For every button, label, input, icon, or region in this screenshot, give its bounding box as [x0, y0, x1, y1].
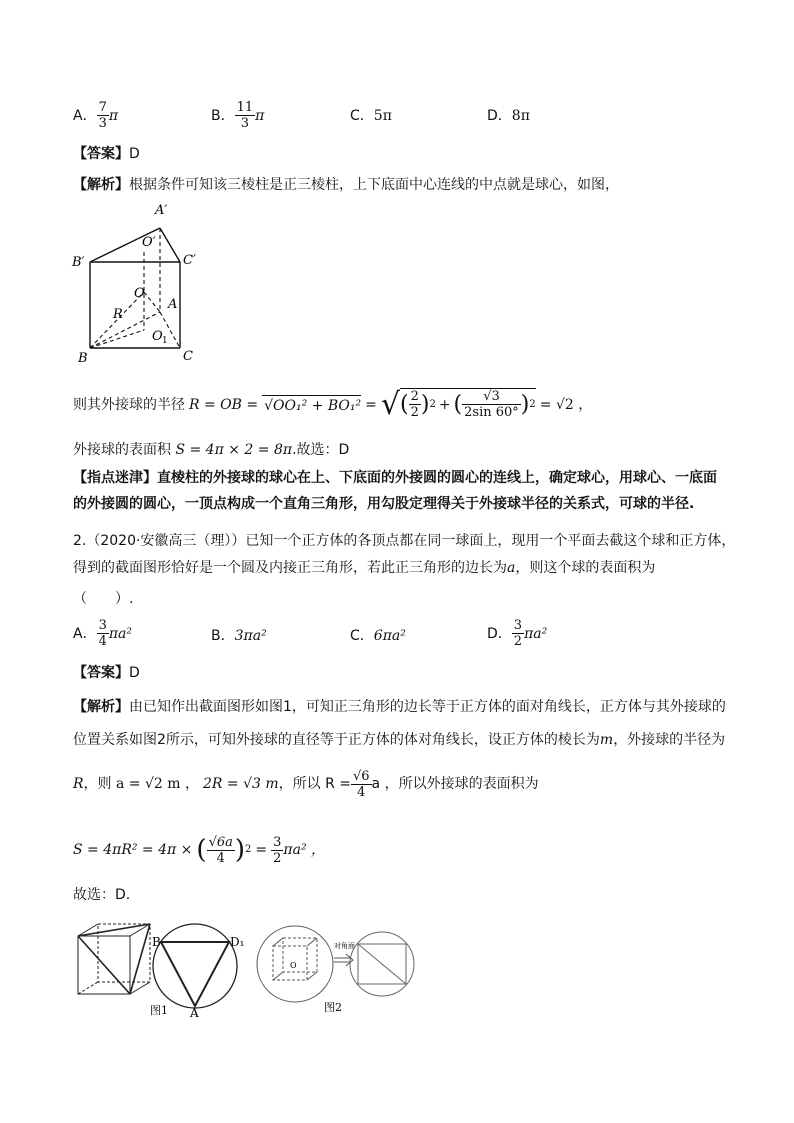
analysis-text: 根据条件可知该三棱柱是正三棱柱，上下底面中心连线的中点就是球心，如图， [129, 177, 619, 193]
analysis-label: 【解析】 [73, 177, 129, 193]
radius-result: = √2 ， [539, 397, 593, 413]
stem-text: （ ）. [73, 591, 134, 607]
frac-den: 2 [410, 405, 419, 420]
q2-stem-line-2 [73, 558, 655, 578]
label-b: B [78, 351, 88, 365]
paren-close: ) [520, 391, 530, 417]
surface-intro: 外接球的表面积 [73, 442, 171, 458]
q2-conclusion [73, 885, 130, 905]
radius-sqrt-2-inner [400, 388, 536, 420]
q2-option-d [487, 618, 547, 649]
tip-text: 的外接圆的圆心，一顶点构成一个直角三角形，用勾股定理得关于外接球半径的关系式，可球的半径. [73, 496, 695, 512]
option-tail: π [108, 107, 119, 124]
var-r: R [73, 776, 84, 792]
q2-analysis-line-2 [73, 730, 725, 750]
surface-formula: S = 4π × 2 = 8π [175, 442, 293, 458]
frac-den: 3 [98, 116, 107, 131]
fig-label-d1: D₁ [230, 935, 245, 949]
option-tail: πa² [524, 625, 548, 642]
frac-num: 2 [410, 389, 419, 404]
square-exp: 2 [529, 398, 536, 410]
label-o-prime: O′ [142, 235, 156, 250]
final-lhs: S = 4πR² = 4π × [73, 842, 193, 858]
cube-figure [78, 924, 150, 994]
label-r: R [113, 307, 123, 322]
stem-text: 得到的截面图形恰好是一个圆及内接正三角形，若此正三角形的边长为 [73, 560, 507, 576]
q2-option-b [211, 626, 267, 646]
q1-option-a [73, 100, 118, 131]
arrow-label: 对角面 [334, 942, 355, 950]
surface-line [73, 440, 349, 460]
q1-answer [73, 144, 140, 164]
paren-open: ( [399, 391, 409, 417]
final-fraction [207, 835, 235, 866]
label-b-prime: B′ [72, 255, 85, 270]
tip-line-1 [73, 468, 717, 488]
surface-tail: .故选：D [292, 442, 350, 458]
option-letter: C． [350, 628, 374, 644]
radius-sqrt-1: √OO₁² + BO₁² [262, 395, 361, 416]
frac-num: 3 [98, 618, 107, 633]
q2-stem-line-3 [73, 589, 133, 609]
frac-num: √6 [352, 768, 370, 784]
frac-den: 2 [273, 850, 282, 866]
answer-value: D [129, 146, 140, 162]
option-letter: D． [487, 625, 512, 642]
paren-close: ) [234, 835, 246, 865]
label-a: A [168, 297, 178, 312]
relation-a: ，则 a = √2 m ， [83, 776, 199, 792]
paren-open: ( [196, 835, 207, 865]
q2-answer [73, 663, 140, 683]
fig-label-b: B [152, 935, 161, 949]
label-o: O [134, 286, 145, 301]
relation-b: 2R = √3 m [202, 776, 279, 792]
option-fraction [235, 100, 256, 131]
option-text: 8π [511, 108, 530, 124]
q2-final-formula [73, 828, 325, 872]
diagonal-section-figure [350, 932, 414, 996]
r-fraction [351, 769, 372, 800]
stem-text: ，则这个球的表面积为 [515, 560, 656, 576]
frac-den: 4 [98, 634, 107, 649]
q2-option-c [350, 626, 406, 646]
frac-num: 11 [236, 100, 254, 115]
analysis-variable: m [599, 732, 614, 748]
label-o1-sub: 1 [162, 336, 168, 346]
option-letter: D． [487, 108, 512, 124]
fig1-caption: 图1 [150, 1004, 168, 1017]
answer-value: D [129, 665, 140, 681]
paren-open: ( [453, 391, 463, 417]
q1-option-c [350, 106, 392, 126]
answer-label: 【答案】 [73, 665, 129, 681]
label-c-prime: C′ [183, 253, 196, 268]
q2-figures [70, 918, 420, 1018]
frac-num: 3 [273, 834, 282, 850]
tip-label: 【指点迷津】 [73, 470, 157, 486]
frac-den: 3 [240, 116, 250, 131]
stem-text: 2.（2020·安徽高三（理））已知一个正方体的各顶点都在同一球面上，现用一个平面去截这个球和正方体， [73, 533, 736, 549]
option-fraction [97, 618, 109, 649]
radius-sqrt-2: √ [380, 387, 400, 422]
label-c: C [183, 349, 193, 364]
label-o1: O [152, 329, 163, 344]
conclusion-text: 故选：D. [73, 887, 131, 903]
fig-label-a: A [190, 1006, 199, 1018]
frac-num: √6a [208, 834, 233, 850]
tip-line-2 [73, 494, 694, 514]
stem-variable: a [507, 560, 516, 576]
option-text: 5π [373, 108, 392, 124]
frac-den: 4 [357, 784, 366, 800]
option-text: 6πa² [373, 628, 406, 644]
answer-label: 【答案】 [73, 146, 129, 162]
radius-formula [73, 380, 592, 430]
option-letter: A． [73, 625, 97, 642]
relation-c: ，所以 R = [278, 776, 351, 792]
plus-sign: + [438, 396, 451, 413]
option-letter: B． [211, 628, 235, 644]
final-tail: πa² ， [283, 842, 326, 858]
option-fraction [97, 100, 109, 131]
radius-sqrt-inner: OO₁² + BO₁² [273, 397, 362, 414]
prism-figure [70, 200, 210, 365]
frac-den: 2 [513, 634, 523, 649]
option-letter: B． [211, 107, 235, 124]
frac-num: 7 [98, 100, 107, 115]
q2-analysis-line-1 [73, 697, 726, 717]
option-tail: πa² [108, 625, 133, 642]
radius-frac-2 [462, 389, 521, 420]
circle-triangle-figure [153, 924, 237, 1008]
relation-d: a ，所以外接球的表面积为 [371, 776, 539, 792]
option-fraction [512, 618, 524, 649]
q2-option-a [73, 618, 132, 649]
final-fraction-2 [271, 835, 283, 866]
analysis-label: 【解析】 [73, 699, 129, 715]
q1-analysis [73, 175, 619, 195]
frac-den: 4 [216, 850, 225, 866]
q2-stem-line-1 [73, 531, 735, 551]
square-exp: 2 [245, 844, 252, 855]
fig2-caption: 图2 [324, 1001, 342, 1014]
frac-num: 3 [513, 618, 523, 633]
fig-label-o: O [290, 961, 297, 970]
analysis-text: ，外接球的半径为 [613, 732, 726, 748]
q2-analysis-line-3 [73, 764, 539, 804]
radius-intro: 则其外接球的半径 [73, 397, 185, 413]
q1-option-b [211, 100, 264, 131]
option-letter: A． [73, 107, 97, 124]
equals-sign: = [365, 397, 377, 413]
frac-den: 2sin 60° [464, 405, 519, 420]
label-a-prime: A′ [155, 203, 168, 218]
option-letter: C． [350, 108, 374, 124]
square-exp: 2 [429, 398, 436, 410]
paren-close: ) [420, 391, 430, 417]
equals-sign: = [255, 842, 268, 858]
option-tail: π [255, 107, 265, 124]
radius-frac-1 [409, 389, 421, 420]
option-text: 3πa² [234, 628, 267, 644]
q1-option-d [487, 106, 530, 126]
analysis-text: 位置关系如图2所示，可知外接球的直径等于正方体的体对角线长，设正方体的棱长为 [73, 732, 600, 748]
radius-lhs: R = OB = [189, 397, 259, 413]
frac-num: √3 [462, 389, 521, 405]
analysis-text: 由已知作出截面图形如图1，可知正三角形的边长等于正方体的面对角线长，正方体与其外接球的 [129, 699, 726, 715]
tip-text: 直棱柱的外接球的球心在上、下底面的外接圆的圆心的连线上，确定球心，用球心、一底面 [157, 470, 717, 486]
